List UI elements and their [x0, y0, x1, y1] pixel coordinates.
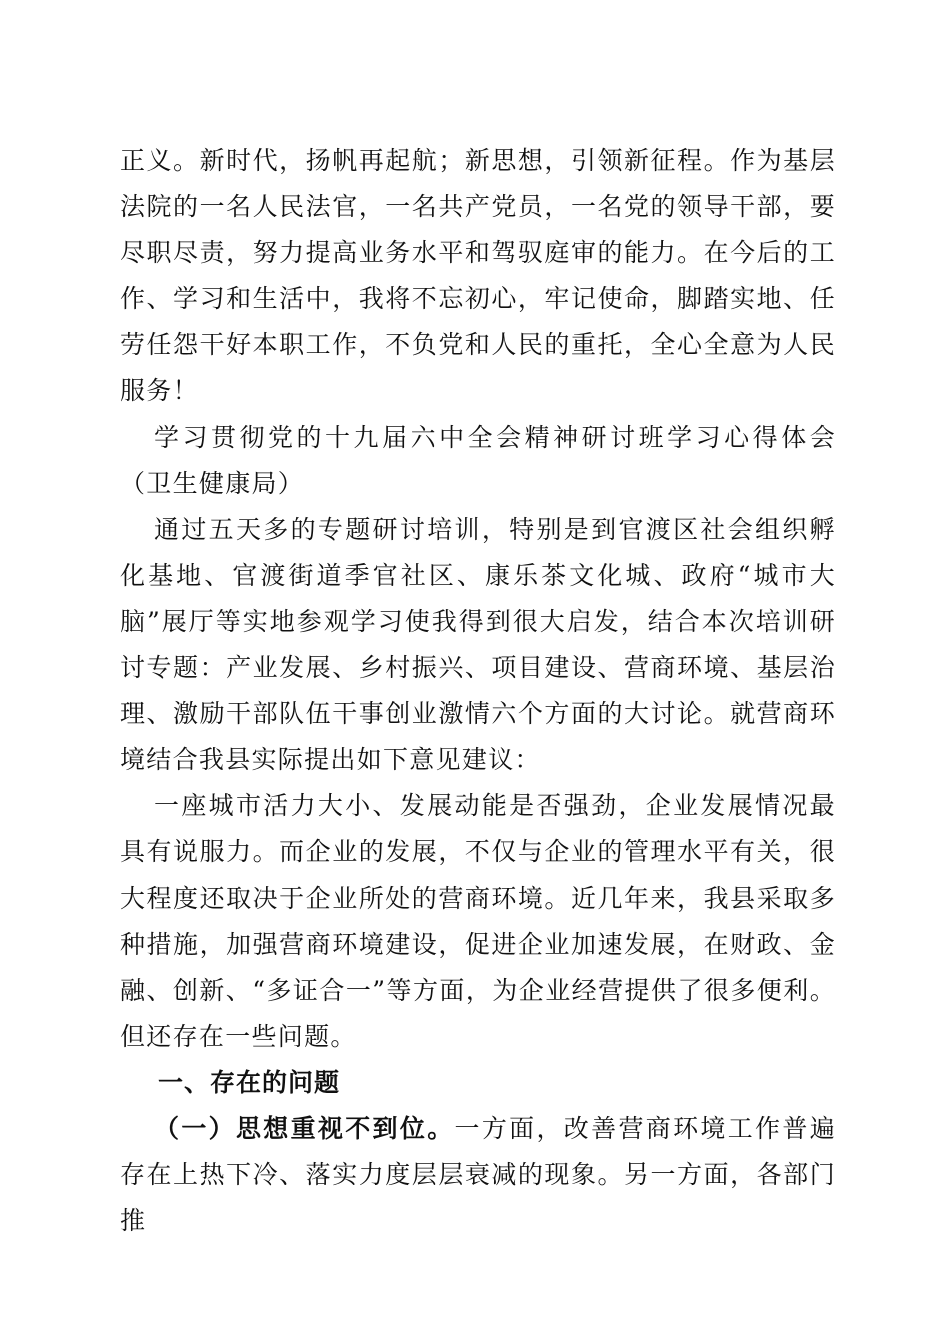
article-title: 学习贯彻党的十九届六中全会精神研讨班学习心得体会（卫生健康局） [120, 422, 836, 498]
paragraph-problem-1 [120, 1106, 836, 1244]
section-heading: 一、存在的问题 [158, 1067, 341, 1097]
paragraph-intro: 通过五天多的专题研讨培训，特别是到官渡区社会组织孵化基地、官渡街道季官社区、康乐茶文化城、政府“城市大脑”展厅等实地参观学习使我得到很大启发，结合本次培训研讨专题：产业发展、乡村振兴、项目建设、营商环境、基层治理、激励干部队伍干事创业激情六个方面的大讨论。就营商环境结合我县实际提出如下意见建议： [120, 514, 836, 775]
paragraph-closing: 正义。新时代，扬帆再起航；新思想，引领新征程。作为基层法院的一名人民法官，一名共产党员，一名党的领导干部，要尽职尽责，努力提高业务水平和驾驭庭审的能力。在今后的工作、学习和生活中，我将不忘初心，牢记使命，脚踏实地、任劳任怨干好本职工作，不负党和人民的重托，全心全意为人民服务！ [120, 146, 836, 406]
subheading-problem-1: （一）思想重视不到位。 [154, 1113, 455, 1143]
document-body [120, 138, 836, 1244]
paragraph-context: 一座城市活力大小、发展动能是否强劲，企业发展情况最具有说服力。而企业的发展，不仅与企业的管理水平有关，很大程度还取决于企业所处的营商环境。近几年来，我县采取多种措施，加强营商环境建设，促进企业加速发展，在财政、金融、创新、“多证合一”等方面，为企业经营提供了很多便利。但还存在一些问题。 [120, 791, 836, 1051]
paragraph-problem-1-text: 一方面，改善营商环境工作普遍存在上热下冷、落实力度层层衰减的现象。另一方面，各部门推 [120, 1113, 836, 1236]
